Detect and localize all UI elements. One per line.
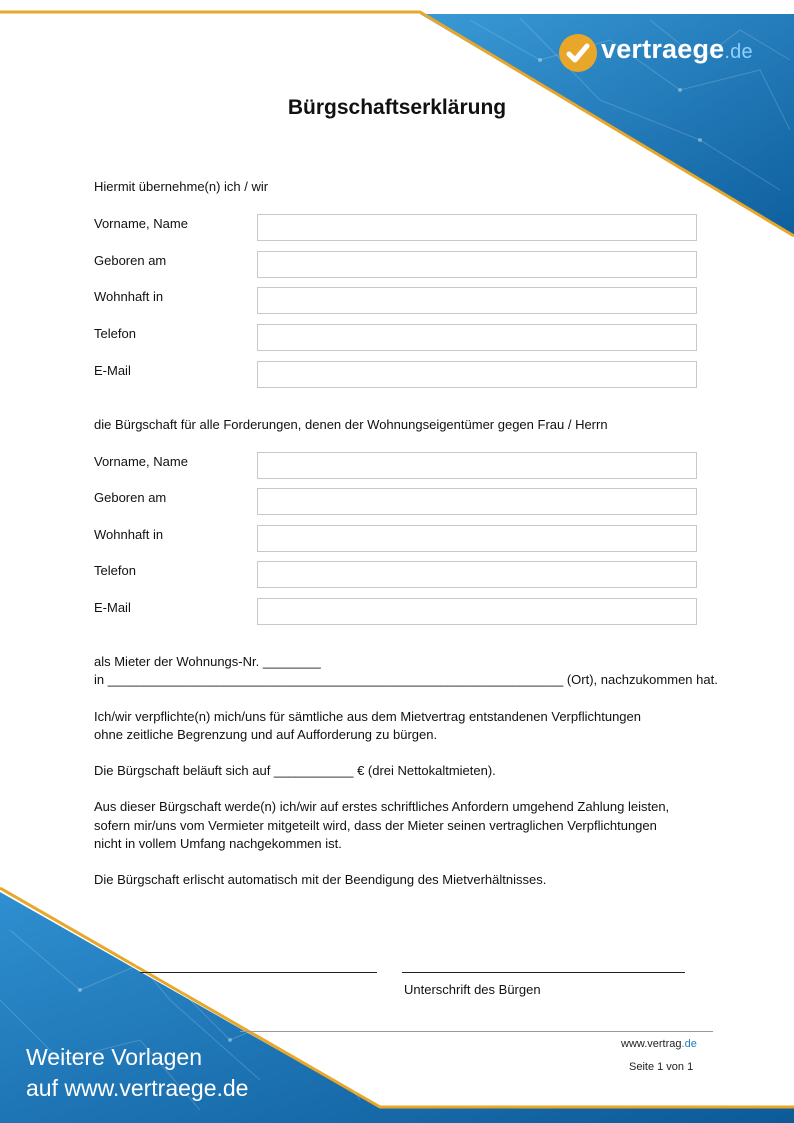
logo-text: vertraege.de [601,34,753,64]
tenant-birthdate-label: Geboren am [94,490,167,505]
guarantor-birthdate-field[interactable] [257,251,697,278]
document-title: Bürgschaftserklärung [287,96,507,119]
tenant-phone-field[interactable] [257,561,697,588]
footer-url[interactable]: www.vertrag.de [621,1038,697,1050]
guarantor-name-field[interactable] [257,214,697,241]
obligation-text-line1: Ich/wir verpflichte(n) mich/uns für sämtliche aus dem Mietvertrag entstandenen Verpflichtungen [94,709,641,724]
tenant-name-field[interactable] [257,452,697,479]
guarantor-signature-line[interactable] [402,972,685,973]
footer-divider [240,1031,713,1032]
tenant-email-label: E-Mail [94,600,131,615]
guarantor-birthdate-label: Geboren am [94,253,167,268]
expiry-text: Die Bürgschaft erlischt automatisch mit der Beendigung des Mietverhältnisses. [94,872,547,887]
intro-text: Hiermit übernehme(n) ich / wir [94,179,269,194]
guarantor-address-field[interactable] [257,287,697,314]
promo-line2: auf www.vertraege.de [26,1075,249,1101]
tenant-phone-label: Telefon [94,563,136,578]
payment-text-line1: Aus dieser Bürgschaft werde(n) ich/wir auf erstes schriftliches Anfordern umgehend Zahlung leisten, [94,799,670,814]
apartment-number-line: als Mieter der Wohnungs-Nr. ________ [94,654,321,669]
tenant-email-field[interactable] [257,598,697,625]
promo-line1: Weitere Vorlagen [26,1044,203,1070]
obligation-text-line2: ohne zeitliche Begrenzung und auf Aufforderung zu bürgen. [94,727,438,742]
payment-text-line2: sofern mir/uns vom Vermieter mitgeteilt wird, dass der Mieter seinen vertraglichen Verpflichtungen [94,818,657,833]
tenant-name-label: Vorname, Name [94,454,188,469]
guarantor-email-field[interactable] [257,361,697,388]
amount-text: Die Bürgschaft beläuft sich auf ___________ € (drei Nettokaltmieten). [94,763,496,778]
middle-text: die Bürgschaft für alle Forderungen, denen der Wohnungseigentümer gegen Frau / Herrn [94,417,608,432]
page-number: Seite 1 von 1 [629,1061,694,1073]
brand-logo [557,30,777,76]
guarantor-email-label: E-Mail [94,363,131,378]
guarantor-phone-field[interactable] [257,324,697,351]
guarantor-name-label: Vorname, Name [94,216,188,231]
payment-text-line3: nicht in vollem Umfang nachgekommen ist. [94,836,342,851]
guarantor-address-label: Wohnhaft in [94,289,164,304]
signature-label: Unterschrift des Bürgen [404,982,541,997]
tenant-address-field[interactable] [257,525,697,552]
guarantor-phone-label: Telefon [94,326,136,341]
tenant-birthdate-field[interactable] [257,488,697,515]
location-line: in _______________________________________________________________ (Ort), nachzukommen hat. [94,672,718,687]
tenant-address-label: Wohnhaft in [94,527,164,542]
logo-icon [557,32,599,74]
place-date-signature-line[interactable] [140,972,377,973]
